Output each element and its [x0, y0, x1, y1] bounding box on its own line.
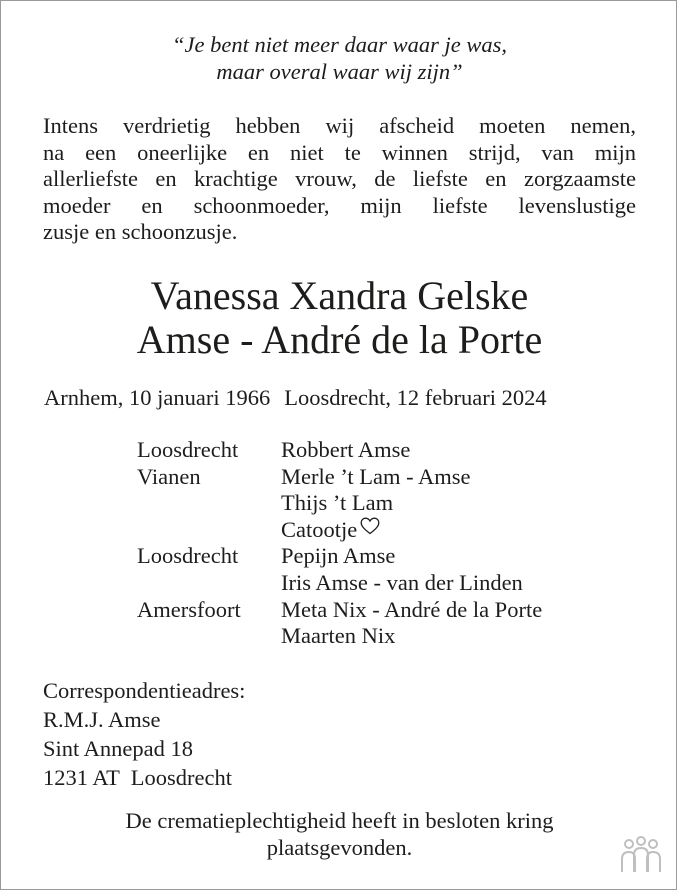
- birth-date: Arnhem, 10 januari 1966: [44, 385, 271, 410]
- family-row: [137, 570, 542, 597]
- family-row: [137, 437, 542, 464]
- family-row: [137, 597, 542, 624]
- heart-outline-icon: [360, 517, 380, 535]
- family-place: Vianen: [137, 463, 201, 489]
- family-name: Maarten Nix: [281, 623, 396, 649]
- correspondence-address: [43, 676, 245, 792]
- name-line-2: Amse - André de la Porte: [136, 317, 543, 362]
- intro-line: Intens verdrietig hebben wij afscheid moeten nemen,: [43, 113, 636, 138]
- ceremony-line-2: plaatsgevonden.: [266, 835, 413, 860]
- intro-paragraph: [43, 113, 636, 246]
- address-postal: 1231 AT Loosdrecht: [43, 765, 232, 790]
- family-name: Catootje: [281, 516, 358, 542]
- name-line-1: Vanessa Xandra Gelske: [150, 273, 529, 318]
- family-place: [137, 517, 281, 544]
- quote-line-2: maar overal waar wij zijn”: [216, 59, 463, 84]
- family-row: [137, 517, 542, 544]
- ceremony-line-1: De crematieplechtigheid heeft in besloten kring: [125, 808, 554, 833]
- family-place: Amersfoort: [137, 596, 241, 622]
- family-row: [137, 490, 542, 517]
- ceremony-note: [1, 807, 677, 861]
- family-name: Thijs ’t Lam: [281, 490, 394, 516]
- family-name: Merle ’t Lam - Amse: [281, 463, 471, 489]
- address-name: R.M.J. Amse: [43, 707, 161, 732]
- family-name: Iris Amse - van der Linden: [281, 569, 523, 595]
- address-heading: Correspondentieadres:: [43, 678, 246, 703]
- family-name: Robbert Amse: [281, 437, 411, 462]
- family-list: [137, 437, 542, 650]
- family-place: [137, 490, 281, 517]
- intro-line: zusje en schoonzusje.: [43, 219, 238, 244]
- memorial-quote: [1, 31, 677, 85]
- family-place: Loosdrecht: [137, 543, 239, 569]
- quote-line-1: “Je bent niet meer daar waar je was,: [172, 32, 507, 57]
- deceased-name: [1, 274, 677, 362]
- intro-line: moeder en schoonmoeder, mijn liefste levenslustige: [43, 192, 636, 218]
- family-name: Pepijn Amse: [281, 543, 396, 569]
- address-street: Sint Annepad 18: [43, 736, 193, 761]
- family-place: [137, 623, 281, 650]
- family-place: Loosdrecht: [137, 437, 239, 462]
- family-row: [137, 464, 542, 491]
- family-place: [137, 570, 281, 597]
- intro-line: allerliefste en krachtige vrouw, de liefste en zorgzaamste: [43, 166, 636, 191]
- family-name: Meta Nix - André de la Porte: [281, 596, 543, 622]
- family-row: [137, 543, 542, 570]
- intro-line: na een oneerlijke en niet te winnen strijd, van mijn: [43, 139, 636, 165]
- death-date: Loosdrecht, 12 februari 2024: [284, 385, 547, 410]
- family-row: [137, 623, 542, 650]
- life-dates: [44, 384, 547, 411]
- family-figures-icon: [618, 835, 664, 875]
